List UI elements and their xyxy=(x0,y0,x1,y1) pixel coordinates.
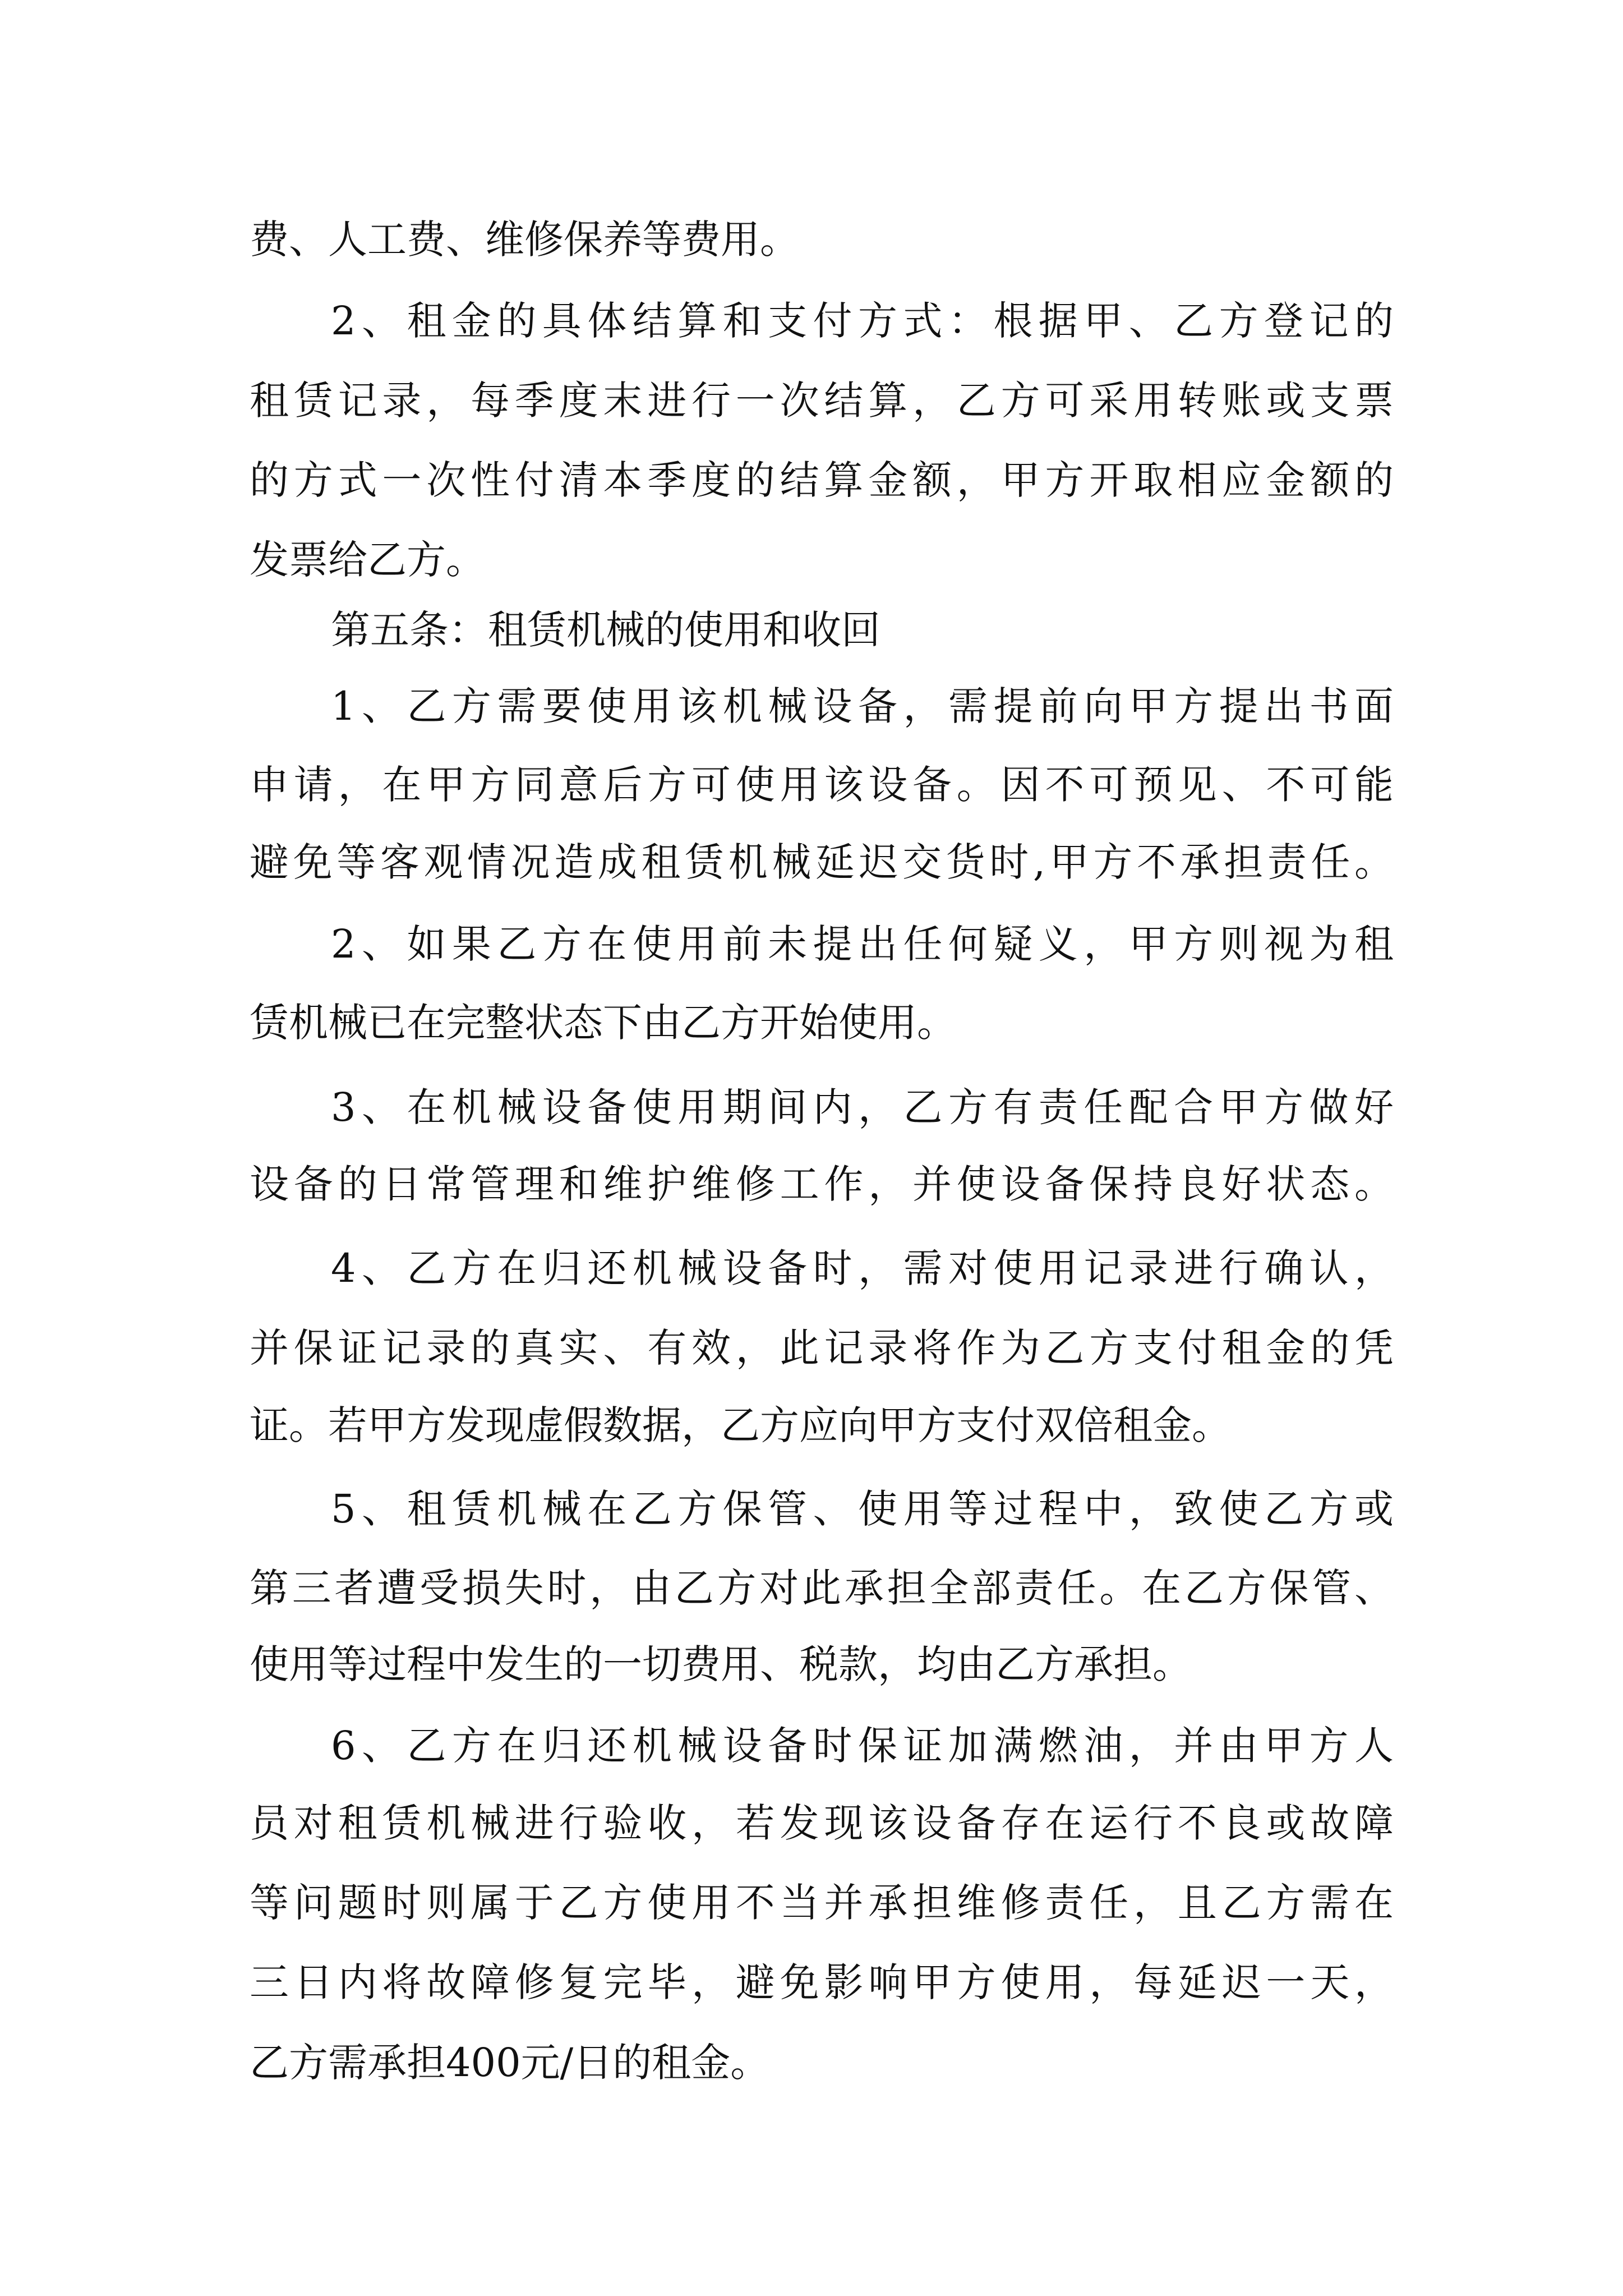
text-line: 6、乙方在归还机械设备时保证加满燃油，并由甲方人 xyxy=(331,1723,1394,1769)
text-line: 租赁记录，每季度末进行一次结算，乙方可采用转账或支票 xyxy=(250,378,1394,424)
text-line: 4、乙方在归还机械设备时，需对使用记录进行确认， xyxy=(331,1245,1394,1291)
text-line: 使用等过程中发生的一切费用、税款，均由乙方承担。 xyxy=(250,1641,1192,1687)
text-line: 等问题时则属于乙方使用不当并承担维修责任，且乙方需在 xyxy=(250,1880,1394,1926)
text-line: 并保证记录的真实、有效，此记录将作为乙方支付租金的凭 xyxy=(250,1325,1394,1371)
text-line: 乙方需承担400元/日的租金。 xyxy=(250,2040,770,2086)
text-line: 赁机械已在完整状态下由乙方开始使用。 xyxy=(250,1000,956,1046)
text-line: 1、乙方需要使用该机械设备，需提前向甲方提出书面 xyxy=(331,683,1394,729)
text-line: 费、人工费、维修保养等费用。 xyxy=(250,217,799,263)
text-line: 申请，在甲方同意后方可使用该设备。因不可预见、不可能 xyxy=(250,762,1394,808)
text-line: 2、租金的具体结算和支付方式：根据甲、乙方登记的 xyxy=(331,298,1394,344)
text-line: 2、如果乙方在使用前未提出任何疑义，甲方则视为租 xyxy=(331,921,1394,967)
text-line: 3、在机械设备使用期间内，乙方有责任配合甲方做好 xyxy=(331,1084,1394,1130)
text-line: 三日内将故障修复完毕，避免影响甲方使用，每延迟一天， xyxy=(250,1959,1394,2005)
text-line: 第三者遭受损失时，由乙方对此承担全部责任。在乙方保管、 xyxy=(250,1565,1394,1611)
text-line: 员对租赁机械进行验收，若发现该设备存在运行不良或故障 xyxy=(250,1800,1394,1846)
text-line: 证。若甲方发现虚假数据，乙方应向甲方支付双倍租金。 xyxy=(250,1402,1231,1448)
text-line: 避免等客观情况造成租赁机械延迟交货时,甲方不承担责任。 xyxy=(250,839,1394,885)
section-heading: 第五条：租赁机械的使用和收回 xyxy=(331,607,880,653)
text-line: 设备的日常管理和维护维修工作，并使设备保持良好状态。 xyxy=(250,1161,1394,1207)
text-line: 的方式一次性付清本季度的结算金额，甲方开取相应金额的 xyxy=(250,457,1394,503)
text-line: 5、租赁机械在乙方保管、使用等过程中，致使乙方或 xyxy=(331,1486,1394,1532)
text-line: 发票给乙方。 xyxy=(250,537,485,583)
